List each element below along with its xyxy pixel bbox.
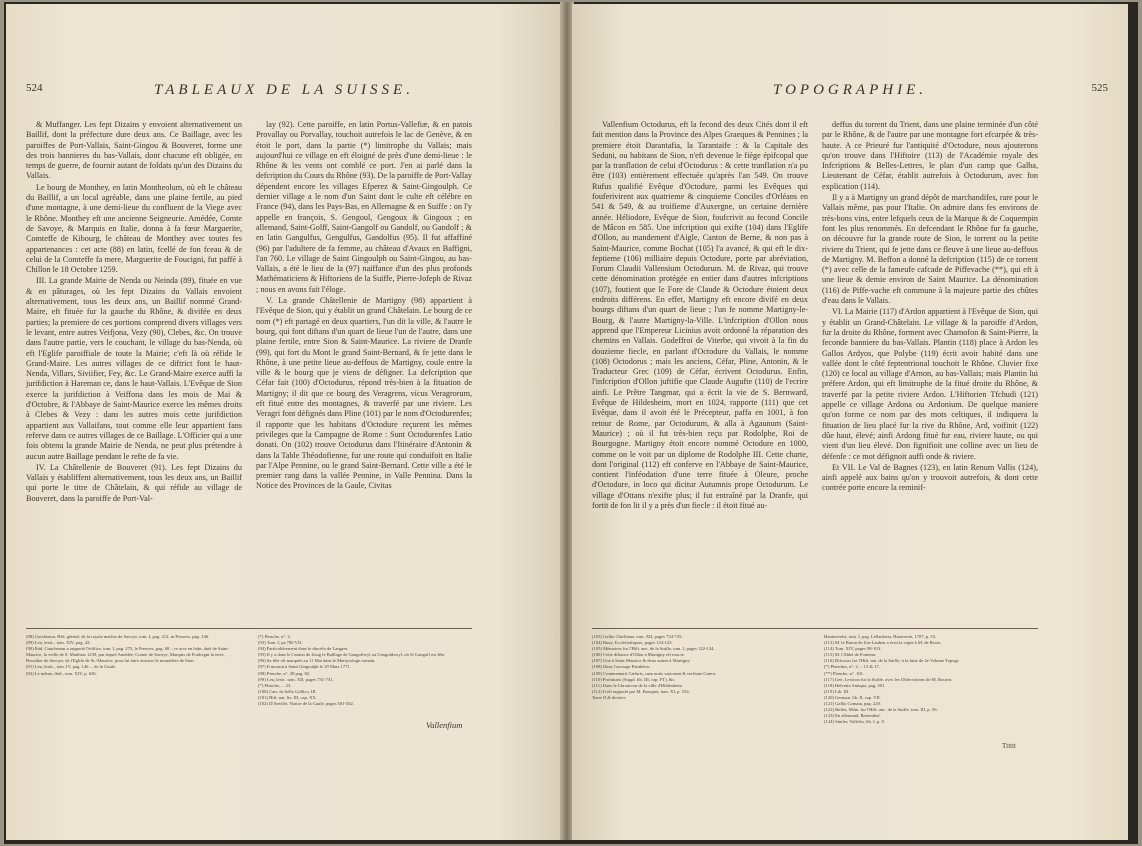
footnote: (*) Pinsche, ... 23. [258, 682, 292, 688]
footnote: (96) Sa fête eft marquée au 11 Mai dans le Martyrologe romain. [258, 658, 376, 664]
footnote: (119) Lib. III. [824, 688, 850, 694]
paragraph: V. La grande Châtellenie de Martigny (98) appartient à l'Evêque de Sion, qui y établit un grand Châtelain. Le bourg de ce nom (*) eft partagé en deux quartiers, l'un dit la ville, & l'autre le bourg, qui font diftans d'un quart de lieue l'un de l'autre, dans une plaine fertile, entre Sion & Saint-Maurice. La riviere de Dranfe (99), qui fort du Mont le grand Saint-Bernard, & fe jette dans le Rhône, à une petite lieue au-deffous de Martigny, coule entre la ville & le bourg que je viens de défigner. La defcription que Céfar fait (100) d'Octodurus, répond très-bien à la fituation de Martigny; il dit que ce bourg des Veragrens, vicus Veragrorum, eft fitué entre des montagnes, & traverfé par une riviere. Les Veragri font défignés dans Pline (101) par le nom d'Octodurenfes; il rapporte que les habitans d'Octodure reçurent les mêmes privileges que la Campagne de Rome : Sunt Octodurenfes Latio donati. On (102) trouve Octodurus dans l'Itinéraire d'Antonin & dans la Table Théodofienne, fur une route qui conduifoit en Italie par l'Alpe Pennine, ou le grand Saint-Bernard. Cette ville a été le premier rang dans la vallée Pennine, in Valle Pennina. Dans la Notice des Provinces de la Gaule, Civitas [256, 296, 472, 491]
footnote: (105) Mémoires fur l'Hift. anc. de la Suiffe, tom. I, pages 122-124. [592, 646, 715, 652]
right-footnotes-1 [592, 634, 802, 701]
footnote: (**) Planche, n°. 101. [824, 670, 865, 676]
footnote-rule [26, 628, 472, 629]
footnote: (88) Guichenon, Hift. généal. de la royale maifon de Savoye, tom. I, pag. 212, in Preuves, pag. 146. [26, 634, 210, 639]
paragraph: deffus du torrent du Trient, dans une plaine terminée d'un côté par le Rhône, & de l'autre par une montagne fort efcarpée & très-haute. A ce Prieuré fur l'antiquité d'Octodure, nous ajouterons qu'on trouve dans l'Hiftoire (113) de l'Académie royale des Infcriptions & Belles-Lettres, le plan d'un camp que Galba, Lieutenant de Céfar, établit autrefois à Octodurum, avec fon explication (114). [822, 120, 1038, 191]
footnote: (123) En allemand, Bartenthal. [824, 713, 881, 719]
footnote: (122) Bullet, Mém. fur l'Hift. anc. de la Suiffe, tom. III, p. 56. [824, 707, 938, 713]
footnote: (104) Ruzy, Ecclefiaftiques, pages 124-125. [592, 640, 673, 646]
left-page [6, 4, 562, 840]
paragraph: Le bourg de Monthey, en latin Montheolum, où eft le château du Baillif, a un local agréable, dans une plaine fertile, au pied d'une montagne, à une demi-lieue du confluent de la Viege avec le Rhône. Monthey eft une ancienne Seigneurie. Amédée, Comte de Savoye, & Marquis en Italie, donna à fa fœur Marguerite, Comteffe de Kibourg, le château de Monthey avec toutes fes appartenances : cet acte (88) en latin, fcellé de fon fceau & de celui de la Comteffe fa mere, Marguerite de Foucigni, fut paffé à Chillon le 18 Octobre 1259. [26, 182, 242, 275]
footnote: (*) Pinsche, n°. 2. [258, 634, 291, 639]
footnote: (98) Pinsche, n°. 28 pag. 82. [258, 670, 311, 676]
right-page [572, 4, 1128, 840]
left-running-title: TABLEAUX DE LA SUISSE. [154, 82, 414, 98]
paragraph: Et VII. Le Val de Bagnes (123), en latin Renum Vallis (124), ainfi appelé aux bains qu'on y trouvoit autrefois, & dont cette contrée porte encore la reminif- [822, 462, 1038, 493]
paragraph: III. La grande Mairie de Nenda ou Neinda (89), fituée en vue & en pâturages, où les fept Dizains du Vallais envoient alternativement, tous les deux ans, un Baillif nommé Grand-Maire, eft fituée fur la gauche du Rhône, & divifée en deux parties; la premiere de ces portions comprend divers villages vers le levant, entre autres Veifjona, Vezy (90), Clebes, &c. On trouve dans l'autre partie, vers le couchant, le village du bas-Nenda, où eft l'Eglife paroiffiale de toute la Mairie; c'eft là où réfide le Grand-Maire. Les autres villages de ce diftrict font le haut-Nenda, Villars, Siviifier, Fey, &c. Le Grand-Maire exerce auffi la jurifdiction à Hareman ce, dans le haut-Vallais. L'Evêque de Sion exerce la jurifdiction à Veiffona dans les mois de Mai & d'Octobre, & l'Abbaye de Saint-Maurice exerce les mêmes droits à Clebes & Vezy : dans les autres mois cette jurifdiction appartient aux Vallaifans, tout comme elle leur appartient fans referve dans ce autres villages de ce Baillage. L'Officier qui a une fois obtenu la grande Mairie de Nenda, ne peut plus prétendre à aucun autre Baillage pendant le refte de fa vie. [26, 276, 242, 461]
footnote: (113) M. le Baron de Zur-Lauben a écrit la copie à M. de Rivaz. [824, 640, 942, 646]
footnote: (118) Helvetia Antiqua, pag. 301. [824, 682, 886, 688]
footnote: (92) Le même, ibid., tom. XIV, p. 626. [26, 670, 97, 676]
footnote: (103) Gallia Chriftiana, tom. XII, pages 734-735. [592, 634, 683, 639]
paragraph: lay (92). Cette paroiffe, en latin Portus-Vallefiæ, & en patois Provallay ou Porvallay, touchoit autrefois le lac de Genève, & en étoit le port, dans la partie (*) limitrophe du Vallais; mais aujourd'hui ce village en eft éloigné de près d'une demi-lieue : le Rhône & les vents ont comblé ce port. J'en ai parlé dans la defcription du Cours du Rhône (93). De la paroiffe de Port-Vallay dépendent encore les villages Efperez & Saint-Gingoulph. Ce dernier village a le nom d'un Saint dont le culte eft célébre en France (94), dans les Pays-Bas, en Allemagne & en Suiffe : on l'y appelle en françois, S. Gengoul, Gengoux & Gingoux ; en allemand, Saint-Golff, Saint-Gangolf ou Gandolf, ou Gandolf ; & en latin Gangulfus, Gengulfus, Gandolfus (95). Il fut affaffiné (96) par l'adultere de fa femme, au château d'Avaux en Baffigni, l'an 760. Le village de Saint Gingoulph ou Saint-Gingou, au bas-Vallais, a été le lieu de la (97) naiffance d'un des plus profonds Mathématiciens & Hiftoriens de la Suiffe, Pierre-Jofeph de Rivaz ; nous en avons fait l'éloge. [256, 120, 472, 294]
right-footnotes-2 [824, 634, 1034, 725]
footnote: (124) Simler, Vallefia, lib. I, p. 8. [824, 719, 885, 725]
right-running-head [572, 82, 1128, 102]
footnote: (109) Commentarii Cæfaris, cum notis variorum & verfione Græca. [592, 670, 717, 676]
footnote: (94) Particulièrement dans le diocèfe de Langres. [258, 646, 349, 652]
left-page-number: 524 [26, 82, 43, 94]
footnote: (90) Ibid. Gauchenon a rapporté l'édifice, tom. I, pag. 275, le Preuves, pag. 68. ; ce acte en latin, daté de Saint-Maurice, la veille de S. Matthias 1239, par lequel Amédée, Comte de Savoye, Marquis de Foulcigni la terre, Bouchier de Savoye, de l'Eglife de St.-Maurice, pour lui faire avancer le monaftère de Sion. [26, 646, 230, 664]
footnote: (93) Tom. I, pa 780 VII. [258, 640, 303, 646]
footnote: (107) Une à Saint-Maurice & deux autres à Martigny. [592, 658, 691, 664]
footnote: (95) Il y a dans le Canton de Zoug le Baillage de Gangolfwyl ou Gengoldswyl, où St Gangolf est fête. [258, 652, 446, 658]
left-column-1 [26, 120, 242, 505]
footnote: (117) Gee, Lexicon fur la Suiffe, avec les Obfervations de M. Bourrit. [824, 676, 953, 682]
right-column-1 [592, 120, 808, 512]
left-running-head [6, 82, 562, 102]
paragraph: Vallenfium Octodurus, eft la fecond des deux Cités dont il eft fait mention dans la Province des Alpes Graeques & Pennines ; la premiere étoit Darantafia, la Tarantaife : & la Capitale des Seduni, ou habitans de Sion, n'eft devenue le fiège épifcopal que par la tranflation de celui d'Octodurus : & cette tranflation n'a pu être (103) entièrement effectuée qu'après l'an 549. On trouve Rufus qualifié Evêque d'Octodure, parmi les Evêques qui fouferivirent aux quatrieme & cinquieme Conciles d'Orléans en 541 & 549, & au troifieme d'Auxergne, un certaine dernière année. Héliodore, Evêque de Sion, foufcrivit au fecond Concile de Mâcon en 585. Une infcription qui exifte (104) dans l'Eglife d'Ollon, au mandement d'Aigle, Canton de Berne, & non pas à Saint-Maurice, comme Bochat (105) l'a avancé, & qui eft le dix-feptieme (106) milliaire depuis Octodure, porte par abréviation, Forum Claudii Vallensium Octodurum. M. de Rivaz, qui trouve cette dénomination protégée en entier dans d'autres infcriptions (107), foutient que le Fore de Claude & Octodure étoient deux endroits différens. En effet, Martigny eft encore divifé en deux bourgs diftans d'un quart de lieue ; l'un fe nomme Martigny-le-Bourg, & l'autre Martigny-la-Ville. L'infcription d'Ollon nous apprend que l'Empereur Licinius avoit ordonné la réparation des chemins en Vallais. Godeffroi de Viterbe, qui vivoit à la fin du douzieme fiecle, en parlant d'Octodure du Vallais, le nomme (108) Octodorus ; mais les anciens, Céfar, Pline, Antonin, & le Traducteur Grec (109) de Céfar, écrivent Octodurus. Enfin, l'infcription d'Ollon juftifie que Claude Augufte (110) de l'ecrire ainfi. Le Prêtre Tangmar, qui a écrit la vie de S. Bernward, Evêque de Hildesheim, mort en 1024, rapporte (111) que cet Evêque, dans il avoit été le Précepteur, paffa en 1001, à fon retour de Rome, par Octodurum, & alla à Agaunum (Saint-Maurice) ; où il fut très-bien reçu par Rodolphe, Roi de Bourgogne. Martigny étoit encore nommé Octodure en 1000, comme on le voit par un diplome de Rodolphe III. Cette charte, dont l'original (112) eft conferve en l'Abbaye de Saint-Maurice, contient l'inféodation d'une terre fituée à Oleure, proche d'Octodure, in loco qui dicitur Autumnis prope Octodurum. Le village d'Ottans n'exifte plus; il fut entraîné par la Dranfe, qui fortit de fon lit il y a près d'un fiecle : il étoit fitué au- [592, 120, 808, 510]
paragraph: VI. La Mairie (117) d'Ardon appartient à l'Evêque de Sion, qui y établit un Grand-Châtelain. Le village & la paroiffe d'Ardon, fur la droite du Rhône, forment avec Chamofon & Saint-Pierre, la feconde banniere du bas-Vallais. Plantin (118) place à Ardon les Gallos Ardyos, que Polybe (119) écrit avoir habité dans une vallée dont le côté feptentrional touchoit le Rhône. Cluvier fixe (120) ce local au village d'Arnon, au bas-Vallais; mais Plantin lui préfere Ardon, qui eft limitrophe de la fitué droite du Rhône, & traverfé par la petite riviere Ardon. L'Hiftorien Tfchudi (121) appelle ce village Ardona ou Ardonium. De quelque maniere qu'on forme ce nom par des mots celtiques, il indiquera la fituation de lieu placé fur la rive du Rhône, Ard, voifinit (122) dûe haut, élevé; ainfi Ardong fitué fur eau, riviere haute, ou qui vient d'un lieu élevé. Don fignifioit une colline avec un lieu de défenfe : ce mot défignoit auffi onde & riviere. [822, 307, 1038, 461]
footnote: (115) M. l'Abbé de Fontenu. [824, 652, 877, 658]
catchword: Vallenfium [426, 720, 463, 730]
footnote: (91) Leu, lexic., tom. IV, pag. 146 ... de la Gaule. [26, 664, 117, 670]
footnote: (121) Gallia Comata, pag. 220. [824, 701, 882, 707]
footnote: (99) Leu, lexic. tom. XII, pages 731-731. [258, 676, 334, 682]
footnote: Hauterivelst, tom. I, pag. Lellanleria, Hanoveræ, 1707, p. 53. [824, 634, 937, 639]
footnote: (120) German. lib. II, cap. VII. [824, 694, 881, 700]
right-running-title: TOPOGRAPHIE. [773, 82, 927, 98]
footnote: (102) D'Anville, Notice de la Gaule, pages 501-502. [258, 701, 354, 707]
left-footnotes-2 [258, 634, 468, 707]
footnote: (*) Planches, n°. 2 ... 13 & 17. [824, 664, 880, 670]
right-page-number: 525 [1091, 82, 1108, 94]
paragraph: IV. La Châtellenie de Bouveret (91). Les fept Dizains du Vallais y établiffent alternativement, tous les deux ans, un Baillif qui porte le titre de Châtelain, & qui réfide au village de Bouveret, dans la paroiffe de Port-Val- [26, 462, 242, 503]
paragraph: Il y a à Martigny un grand dépôt de marchandifes, rare pour le Vallais même, pas pour l'Italie. On admire dans fes environs de très-bons vins, entre lefquels ceux de la Marque & de Coquempin font les plus renommés. En defcendant le Rhône fur fa gauche, on découvre fur la grande route de Sion, le torrent ou la petite riviere du Trient, qui fe jette dans ce fleuve à une lieue au-deffous de Martigny. M. Beffon a donné la defcription (115) de ce torrent (*) avec celle de la fameufe cafcade de Piffevache (**), qui eft à une lieue & demie environ de Saint Maurice. La dénomination (116) de Piffe-vache eft commune à la majeure partie des chûtes d'eau dans le Vallais. [822, 193, 1038, 306]
footnote: (114) Tom. XIV, pages 98-103. [824, 646, 882, 652]
paragraph: & Muffanger. Les fept Dizains y envoient alternativement un Baillif, dont la préfecture dure deux ans. Ce Baillage, avec les paroiffes de Port-Vallais, Saint-Gingou & Bouveret, forme une des trois bannieres du bas-Vallais, dont chacune eft obligée, en temps de guerre, de fournir autant de foldats qu'un des Dizains du Vallais. [26, 120, 242, 181]
footnote: (100) Cæs. de bello Gallico, III. [258, 688, 317, 694]
footnote: (108) Dans l'ouvrage Panthéon. [592, 664, 650, 670]
footnote: (89) Leu, lexic., tom. XIV, pag. 42. [26, 640, 91, 646]
volume-note: Tome II & dernier. [592, 694, 627, 700]
footnote: (106) Cette diftance d'Ollon à Martigny eft exacte. [592, 652, 685, 658]
footnote: (111) Dans le Chronicon de la ville d'Hildesheim. [592, 682, 684, 688]
signature-mark: Tttttt [1002, 742, 1016, 750]
right-column-2 [822, 120, 1038, 495]
footnote: (101) Hift. nat. liv. III, cap. XX. [258, 694, 317, 700]
footnote-rule [592, 628, 1038, 629]
footnote: (112) Il eft rapporté par M. Bouquet, tom. XI, p. 554. [592, 688, 690, 694]
footnote: (116) Difcours fur l'Hift. nat. de la Suiffe, à la fuite de 2e Volume Topogr. [824, 658, 960, 664]
footnote: (97) Il mourut à Saint Gingoulph le 29 Mars 1771. [258, 664, 351, 670]
left-column-2 [256, 120, 472, 493]
left-footnotes-1 [26, 634, 236, 677]
footnote: (110) Profuturis (Suppl. lib. III, cap. FT), &c. [592, 676, 676, 682]
